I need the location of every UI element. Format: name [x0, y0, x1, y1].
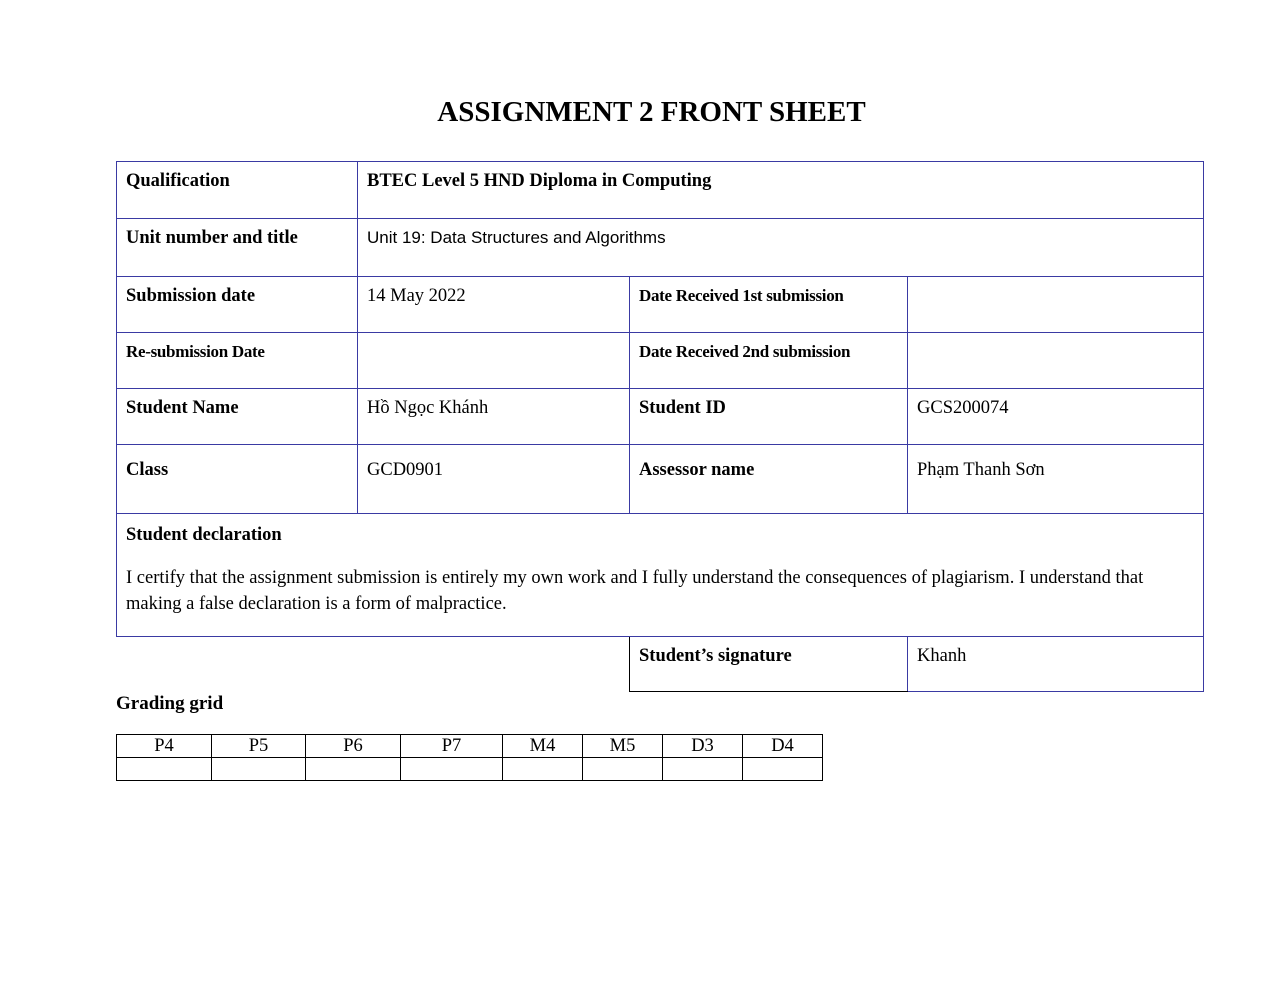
submission-date-label: Submission date: [117, 277, 358, 333]
grade-value-p5: [212, 758, 306, 781]
grade-header-p7: P7: [401, 735, 503, 758]
resubmission-date-label: Re-submission Date: [117, 333, 358, 389]
class-value: GCD0901: [358, 445, 630, 514]
unit-row: [117, 219, 1204, 277]
student-id-label: Student ID: [630, 389, 908, 445]
student-name-label: Student Name: [117, 389, 358, 445]
unit-label: Unit number and title: [117, 219, 358, 277]
qualification-label: Qualification: [117, 162, 358, 219]
grading-grid-title: Grading grid: [116, 693, 224, 714]
grade-value-p6: [306, 758, 401, 781]
grade-header-d4: D4: [743, 735, 823, 758]
class-label: Class: [117, 445, 358, 514]
signature-value: Khanh: [908, 637, 1204, 692]
grading-value-row: [117, 758, 823, 781]
assessor-name-value: Phạm Thanh Sơn: [908, 445, 1204, 514]
class-row: [117, 445, 1204, 514]
date-received-1st-value: [908, 277, 1204, 333]
qualification-value: BTEC Level 5 HND Diploma in Computing: [358, 162, 1204, 219]
date-received-2nd-label: Date Received 2nd submission: [630, 333, 908, 389]
student-id-value: GCS200074: [908, 389, 1204, 445]
grade-header-m5: M5: [583, 735, 663, 758]
assessor-name-label: Assessor name: [630, 445, 908, 514]
date-received-1st-label: Date Received 1st submission: [630, 277, 908, 333]
grade-header-d3: D3: [663, 735, 743, 758]
submission-row: [117, 277, 1204, 333]
grading-header-row: [117, 735, 823, 758]
page-title: ASSIGNMENT 2 FRONT SHEET: [437, 96, 866, 128]
date-received-2nd-value: [908, 333, 1204, 389]
submission-date-value: 14 May 2022: [358, 277, 630, 333]
signature-label: Student’s signature: [630, 637, 908, 692]
declaration-heading: Student declaration: [126, 525, 282, 545]
grade-value-m5: [583, 758, 663, 781]
grade-value-d3: [663, 758, 743, 781]
declaration-cell: [117, 514, 1204, 637]
grade-value-p7: [401, 758, 503, 781]
signature-row: [117, 637, 1204, 692]
student-row: [117, 389, 1204, 445]
unit-value: Unit 19: Data Structures and Algorithms: [358, 219, 1204, 277]
signature-spacer: [117, 637, 630, 692]
front-sheet-table: [116, 161, 1204, 692]
student-name-value: Hồ Ngọc Khánh: [358, 389, 630, 445]
grading-grid-table: [116, 734, 823, 781]
grade-header-p6: P6: [306, 735, 401, 758]
grade-header-p4: P4: [117, 735, 212, 758]
grade-header-p5: P5: [212, 735, 306, 758]
grade-header-m4: M4: [503, 735, 583, 758]
declaration-text: I certify that the assignment submission is entirely my own work and I fully understand the consequences of plagiarism. I understand that making a false declaration is a form of malpractice.: [126, 568, 1144, 614]
declaration-row: [117, 514, 1204, 637]
resubmission-row: [117, 333, 1204, 389]
grade-value-d4: [743, 758, 823, 781]
resubmission-date-value: [358, 333, 630, 389]
qualification-row: [117, 162, 1204, 219]
grade-value-p4: [117, 758, 212, 781]
grade-value-m4: [503, 758, 583, 781]
